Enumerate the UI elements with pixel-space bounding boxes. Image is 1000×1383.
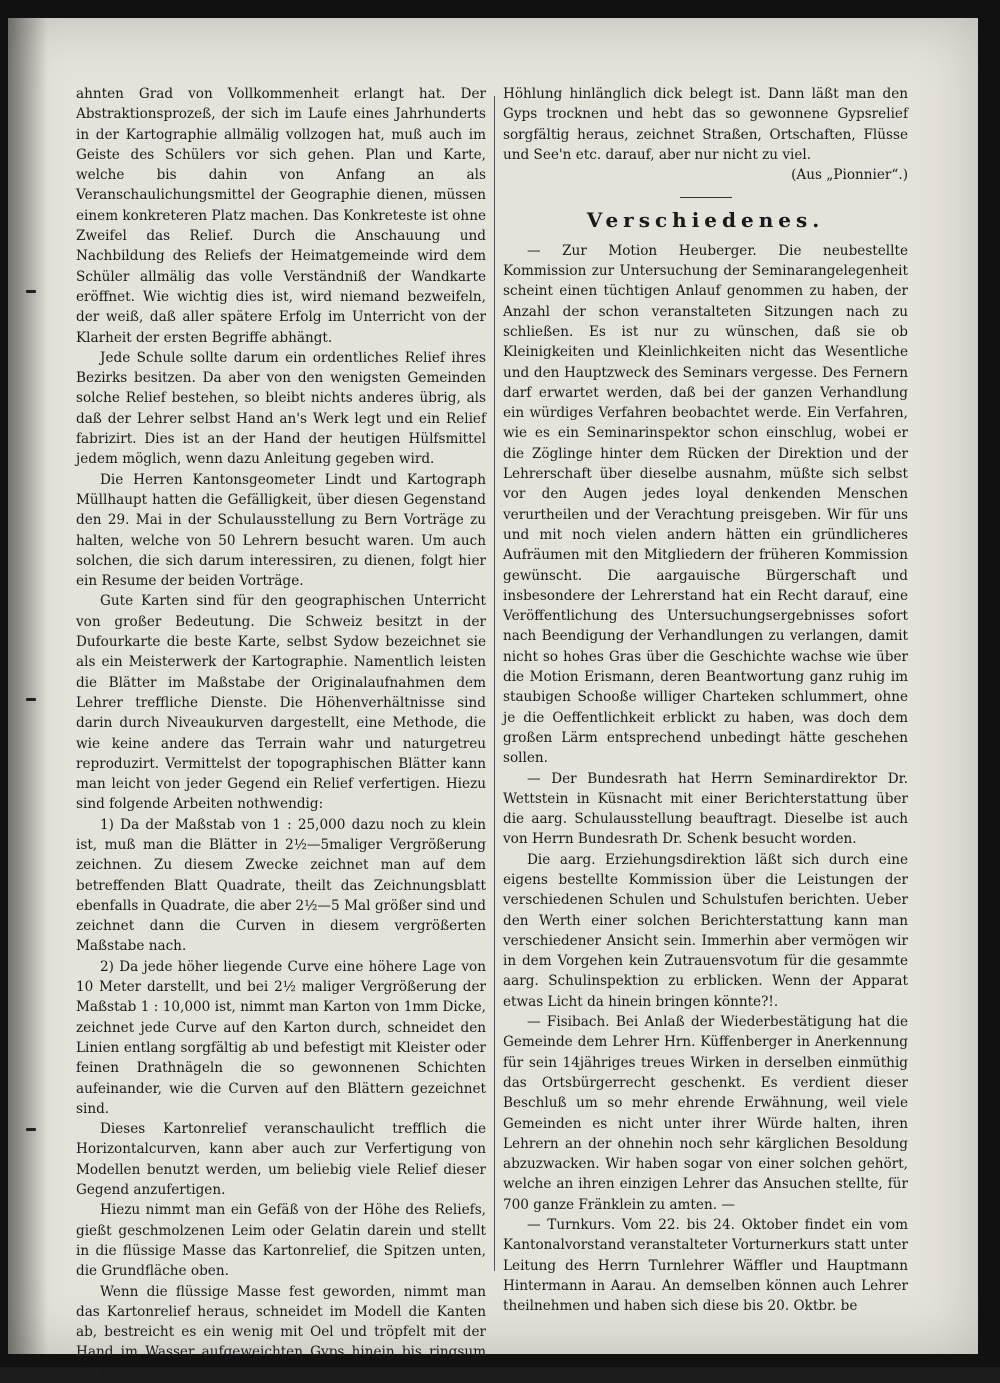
article-paragraph: Hiezu nimmt man ein Gefäß von der Höhe des Reliefs, gießt geschmolzenen Leim oder Gelatin darein und stellt in die flüssige Masse das Kartonrelief, die Spitzen unten, die Grundfläche oben. (76, 1202, 486, 1280)
article-continuation: Höhlung hinlänglich dick belegt ist. Dann läßt man den Gyps trocknen und hebt das so gewonnene Gypsrelief sorgfältig heraus, zeichnet Straßen, Ortschaften, Flüsse und See'n etc. darauf, aber nur nicht zu viel. (503, 86, 908, 163)
article-paragraph: Gute Karten sind für den geographischen Unterricht von großer Bedeutung. Die Schweiz besitzt in der Dufourkarte die beste Karte, selbst Sydow bezeichnet sie als ein Meisterwerk der Kartographie. Namentlich leisten die Blätter im Maßstabe der Originalaufnahmen dem Lehrer treffliche Dienste. Die Höhenverhältnisse sind darin durch Niveaukurven dargestellt, eine Methode, die wie keine andere das Terrain wahr und naturgetreu reproduzirt. Vermittelst der topographischen Blätter kann man leicht von jeder Gegend ein Relief verfertigen. Hiezu sind folgende Arbeiten nothwendig: (76, 593, 486, 813)
article-paragraph: Die Herren Kantonsgeometer Lindt und Kartograph Müllhaupt hatten die Gefälligkeit, über diesen Gegenstand den 29. Mai in der Schulausstellung zu Bern Vorträge zu halten, welche von 50 Lehrern besucht waren. Um auch solchen, die sich darum interessiren, zu dienen, folgt hier ein Resume der beiden Vorträge. (76, 471, 486, 590)
article-paragraph: Jede Schule sollte darum ein ordentliches Relief ihres Bezirks besitzen. Da aber von den wenigsten Gemeinden solche Relief bestehen, so bleibt nichts anderes übrig, als daß der Lehrer selbst Hand an's Werk legt und ein Relief fabrizirt. Dies ist an der Hand der heutigen Hülfsmittel jedem möglich, wenn dazu Anleitung gegeben wird. (76, 349, 486, 468)
column-divider (494, 96, 495, 1271)
staple-mark (26, 290, 36, 293)
numbered-step: 1) Da der Maßstab von 1 : 25,000 dazu noch zu klein ist, muß man die Blätter in 2½—5maliger Vergrößerung zeichnen. Zu diesem Zwecke zeichnet man auf dem betreffenden Blatt Quadrate, theilt das Zeichnungsblatt ebenfalls in Quadrate, die aber 2½—5 Mal größer sind und zeichnet dann die Curven in diesem vergrößerten Maßstabe nach. (76, 816, 486, 955)
news-item: — Fisibach. Bei Anlaß der Wiederbestätigung hat die Gemeinde dem Lehrer Hrn. Küffenberger in Anerkennung für sein 14jähriges treues Wirken in derselben einmüthig das Ortsbürgerrecht geschenkt. Es verdient dieser Beschluß um so mehr ehrende Erwähnung, weil viele Gemeinden es nicht unter ihrer Würde halten, ihren Lehrern an der ohnehin noch sehr kärglichen Besoldung abzuzwacken. Wir haben sogar von einer solchen gehört, welche an ihren einzigen Lehrer das Ansuchen stellte, für 700 ganze Fränklein zu amten. — (503, 1014, 908, 1213)
news-item: — Der Bundesrath hat Herrn Seminardirektor Dr. Wettstein in Küsnacht mit einer Berichterstattung über die aarg. Schulausstellung beauftragt. Dieselbe ist auch von Herrn Bundesrath Dr. Schenk besucht worden. (503, 770, 908, 848)
right-column (503, 84, 908, 1317)
section-rule (680, 197, 732, 198)
article-paragraph: Wenn die flüssige Masse fest geworden, nimmt man das Kartonrelief heraus, schneidet im Modell die Kanten ab, bestreicht es ein wenig mit Oel und tröpfelt mit der Hand im Wasser aufgeweichten Gyps hinein bis ringsum die ganze (76, 1283, 486, 1381)
section-heading: Verschiedenes. (586, 208, 825, 233)
source-note: (Aus „Pionnier“.) (791, 167, 908, 184)
staple-mark (26, 1128, 36, 1131)
news-item: — Turnkurs. Vom 22. bis 24. Oktober findet ein vom Kantonalvorstand veranstalteter Vorturnerkurs statt unter Leitung des Herrn Turnlehrer Wäffler und Hauptmann Hintermann in Aarau. An demselben können auch Lehrer theilnehmen und haben sich diese bis 20. Oktbr. be (503, 1217, 908, 1315)
article-paragraph: Dieses Kartonrelief veranschaulicht trefflich die Horizontalcurven, kann aber auch zur Verfertigung von Modellen benutzt werden, um beliebig viele Relief dieser Gegend anzufertigen. (76, 1121, 486, 1199)
staple-mark (26, 698, 36, 701)
left-column (76, 84, 486, 1383)
news-item: — Zur Motion Heuberger. Die neubestellte Kommission zur Untersuchung der Seminarangelegenheit scheint einen tüchtigen Anlauf genommen zu haben, der Anzahl der schon veranstalteten Sitzungen nach zu schließen. Es ist nur zu wünschen, daß sie ob Kleinigkeiten und Kleinlichkeiten nicht das Wesentliche und den Hauptzweck des Seminars vergesse. Des Fernern darf erwartet werden, daß bei der ganzen Verhandlung ein würdiges Verfahren beobachtet werde. Ein Verfahren, wie es ein Seminarinspektor schon einschlug, wobei er die Zöglinge hinter dem Rücken der Direktion und der Lehrerschaft über dieselbe ausnahm, müßte sich selbst vor den Augen jedes loyal denkenden Menschen verurtheilen und der Verachtung preisgeben. Wir für uns und mit noch vielen andern hätten ein gründlicheres Aufräumen mit den Mitgliedern der früheren Kommission gewünscht. Die aargauische Bürgerschaft und insbesondere der Lehrerstand hat ein Recht darauf, eine Veröffentlichung des Untersuchungsergebnisses sofort nach Beendigung der Verhandlungen zu verlangen, damit nicht so hohes Gras über die Geschichte wachse wie über die Motion Erismann, deren Beantwortung ganz ruhig im staubigen Schooße williger Charteken schlummert, ohne je die Oeffentlichkeit erblickt zu haben, was doch dem großen Lärm entsprechend unbedingt hätte geschehen sollen. (503, 242, 908, 767)
article-paragraph: ahnten Grad von Vollkommenheit erlangt hat. Der Abstraktionsprozeß, der sich im Laufe eines Jahrhunderts in der Kartographie allmälig vollzogen hat, muß auch im Geiste des Schülers vor sich gehen. Plan und Karte, welche bis dahin von Anfang an als Veranschaulichungsmittel der Geographie dienen, müssen einem konkreteren Platz machen. Das Konkreteste ist ohne Zweifel das Relief. Durch die Anschauung und Nachbildung des Reliefs der Heimatgemeinde wird dem Schüler allmälig das volle Verständniß der Wandkarte eröffnet. Wie wichtig dies ist, wird niemand bezweifeln, der weiß, daß aller spätere Erfolg im Unterricht von der Klarheit der ersten Begriffe abhängt. (76, 86, 486, 346)
page-spine-shadow (8, 18, 48, 1354)
numbered-step: 2) Da jede höher liegende Curve eine höhere Lage von 10 Meter darstellt, und bei 2½ maliger Vergrößerung der Maßstab 1 : 10,000 ist, nimmt man Karton von 1mm Dicke, zeichnet jede Curve auf den Karton durch, schneidet den Linien entlang sorgfältig ab und befestigt mit Kleister oder feinen Drathnägeln die so gewonnenen Schichten aufeinander, wie die Curven auf den Blättern gezeichnet sind. (76, 958, 486, 1117)
news-item: Die aarg. Erziehungsdirektion läßt sich durch eine eigens bestellte Kommission über die Leistungen der verschiedenen Schulen und Schulstufen berichten. Ueber den Werth einer solchen Berichterstattung kann man verschiedener Ansicht sein. Immerhin aber vermögen wir in dem Vorgehen kein Zutrauensvotum für die gesammte aarg. Schulinspektion zu erblicken. Wenn der Apparat etwas Licht da hinein bringen könnte?!. (503, 851, 908, 1010)
